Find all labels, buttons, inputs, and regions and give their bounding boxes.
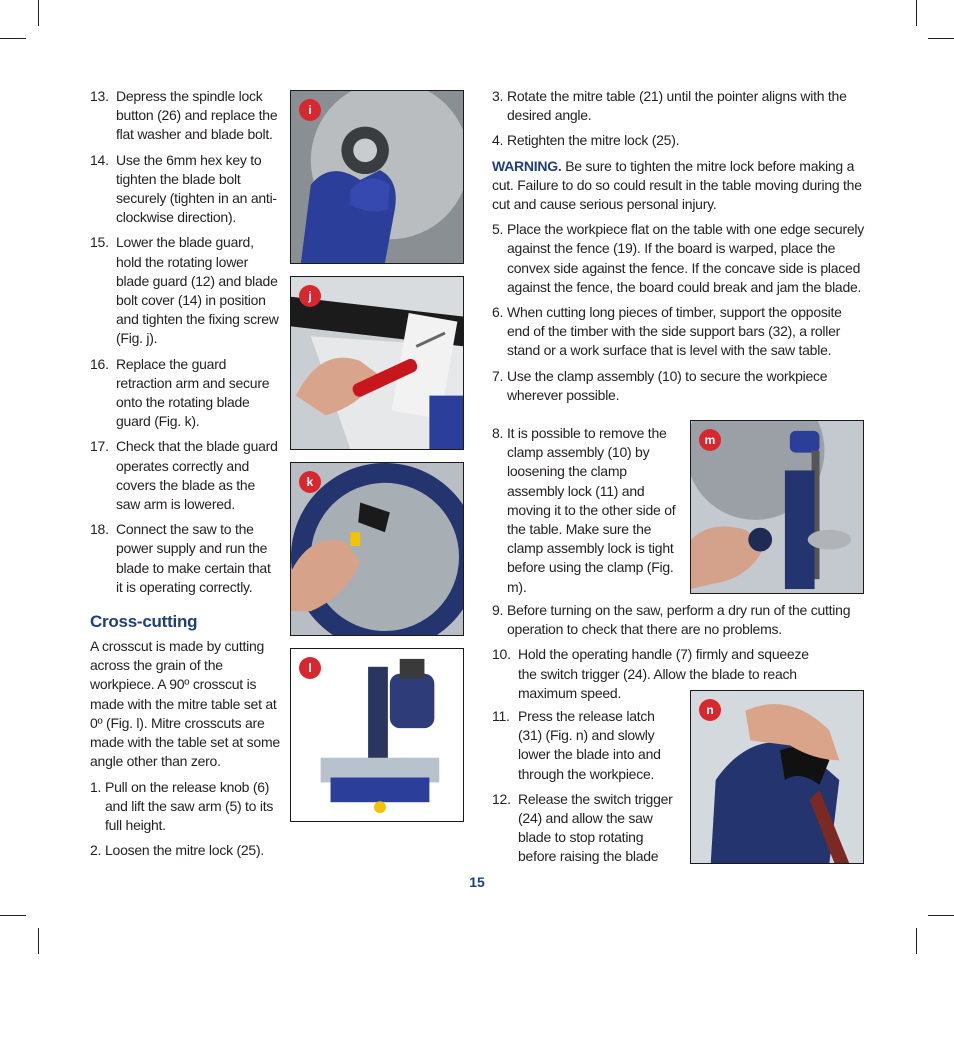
left-column [90,87,280,866]
step-text: Retighten the mitre lock (25). [507,132,680,149]
step-number: 3. [492,88,504,104]
step-text: Replace the guard retraction arm and secure onto the rotating blade guard (Fig. k). [116,355,270,430]
step-9 [492,601,864,639]
step-number: 16. [90,355,109,372]
step-text: Depress the spindle lock button (26) and replace the flat washer and blade bolt. [116,88,278,143]
figure-label-badge: i [299,99,321,121]
crop-mark [928,915,954,916]
step-12 [492,790,682,867]
step-text: Release the switch trigger (24) and allow the saw blade to stop rotating before raising the blade [518,790,673,865]
step-2 [90,841,280,860]
section-heading-cross-cutting: Cross-cutting [90,612,198,632]
crop-mark [916,0,917,26]
warning-paragraph [492,157,864,215]
right-column-top [492,87,864,411]
figure-label-badge: n [699,699,721,721]
step-text: Place the workpiece flat on the table with one edge securely against the fence (19). If the board is warped, place the convex side against the fence. If the concave side is placed against the fence, the board could break and jam the blade. [507,221,865,295]
step-7 [492,367,864,405]
figure-label-badge: k [299,471,321,493]
step-number: 13. [90,88,109,104]
step-number: 12. [492,790,511,807]
step-number: 4. [492,132,504,149]
step-text: Hold the operating handle (7) firmly and squeeze the switch trigger (24). Allow the blade to reach maximum speed. [518,646,809,701]
step-number: 18. [90,521,109,538]
page-number: 15 [469,874,485,890]
crop-mark [916,928,917,954]
crop-mark [0,38,26,39]
step-18 [90,520,280,597]
step-15 [90,233,280,348]
step-number: 14. [90,151,109,168]
crop-mark [38,928,39,954]
figure-i-photo [290,90,464,264]
step-16 [90,355,280,432]
step-text: Connect the saw to the power supply and run the blade to make certain that it is operating correctly. [116,521,271,595]
step-number: 10. [492,646,511,663]
crop-mark [38,0,39,26]
step-5 [492,220,864,297]
step-text: It is possible to remove the clamp assembly (10) by loosening the clamp assembly lock (11) and moving it to the other side of the table. Make sure the clamp assembly lock is tight before using the clamp (Fig. m). [507,425,676,595]
step-text: Pull on the release knob (6) and lift the saw arm (5) to its full height. [105,778,274,833]
step-text: Lower the blade guard, hold the rotating lower blade guard (12) and blade bolt cover (14) in position and tighten the fixing screw (Fig. j). [116,234,279,347]
step-number: 6. [492,304,504,321]
figure-m-photo [690,420,864,594]
figure-n-photo [690,690,864,864]
step-text: Check that the blade guard operates correctly and covers the blade as the saw arm is lowered. [116,438,278,513]
step-text: Before turning on the saw, perform a dry run of the cutting operation to check that there are no problems. [507,602,851,638]
step-8 [492,424,678,603]
warning-label: WARNING. [492,157,562,174]
warning-text: Be sure to tighten the mitre lock before making a cut. Failure to do so could result in the table moving during the cut and cause serious personal injury. [492,157,862,213]
step-8-item [492,424,678,597]
step-text: Use the clamp assembly (10) to secure the workpiece wherever possible. [507,367,828,403]
crop-mark [0,915,26,916]
step-4 [492,131,864,150]
step-number: 8. [492,425,504,441]
figure-label-badge: j [299,285,321,307]
step-number: 7. [492,367,504,384]
figure-l-photo [290,648,464,822]
crop-mark [928,38,954,39]
step-13 [90,87,280,145]
step-text: Use the 6mm hex key to tighten the blade bolt securely (tighten in an anti-clockwise direction). [116,151,277,226]
step-text: When cutting long pieces of timber, support the opposite end of the timber with the side support bars (32), a roller stand or a work surface that is level with the saw table. [507,304,842,359]
step-number: 11. [492,708,510,724]
step-text: Loosen the mitre lock (25). [105,842,264,859]
step-6 [492,303,864,361]
step-3 [492,87,864,125]
cross-cutting-intro: A crosscut is made by cutting across the grain of the workpiece. A 90º crosscut is made with the mitre table set at 0º (Fig. l). Mitre crosscuts are made with the table set at some angle other than zero. [90,638,280,770]
step-11 [492,707,682,784]
step-text: Rotate the mitre table (21) until the pointer aligns with the desired angle. [507,88,847,124]
step-number: 17. [90,438,109,455]
figure-label-badge: l [299,657,321,679]
step-number: 9. [492,602,504,618]
step-number: 5. [492,221,504,238]
step-number: 2. [90,842,102,859]
figure-k-photo [290,462,464,636]
figure-label-badge: m [699,429,721,451]
step-14 [90,151,280,228]
figure-j-photo [290,276,464,450]
step-number: 15. [90,234,109,251]
step-number: 1. [90,778,102,795]
step-17 [90,437,280,514]
step-text: Press the release latch (31) (Fig. n) and slowly lower the blade into and through the workpiece. [518,708,661,782]
step-11-12 [492,707,682,873]
step-1 [90,778,280,836]
